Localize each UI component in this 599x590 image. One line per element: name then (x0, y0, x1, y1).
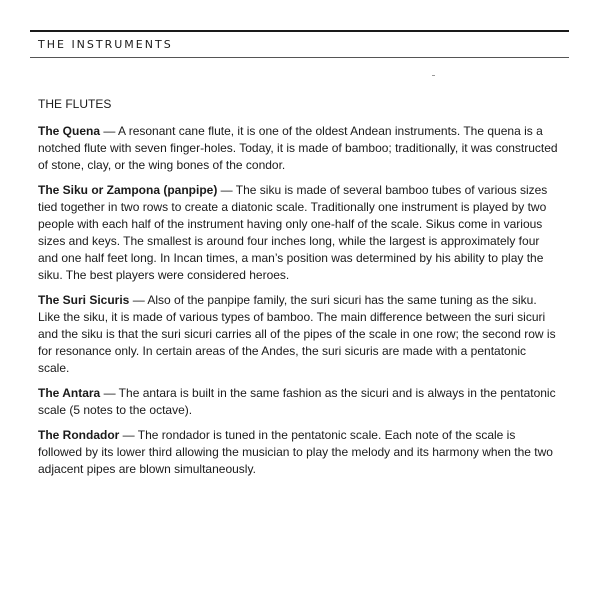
header-rule (30, 57, 569, 58)
entry-name: The Antara (38, 386, 101, 400)
entry-name: The Siku or Zampona (panpipe) (38, 183, 218, 197)
entry-antara (38, 385, 558, 419)
entry-siku (38, 182, 558, 284)
entry-text: — The rondador is tuned in the pentatonic scale. Each note of the scale is followed by its lower third allowing the musician to play the melody and its harmony when the two adjacent pipes are blown simultaneously. (38, 428, 553, 476)
entry-text: — The antara is built in the same fashion as the sicuri and is always in the pentatonic scale (5 notes to the octave). (38, 386, 556, 417)
entry-name: The Quena (38, 124, 101, 138)
section-title: THE FLUTES (38, 97, 112, 111)
entry-name: The Suri Sicuris (38, 293, 130, 307)
entry-rondador (38, 427, 558, 478)
entry-quena (38, 123, 558, 174)
entry-text: — The siku is made of several bamboo tubes of various sizes tied together in two rows to create a diatonic scale. Traditionally one instrument is played by two people with each half of the instrument having only one-half of the scale. Sikus come in various sizes and keys. The smallest is around four inches long, while the largest is approximately four and one half feet long. In Incan times, a man’s position was determined by his ability to play the siku. The best players were considered heroes. (38, 183, 548, 282)
entry-text: — Also of the panpipe family, the suri sicuri has the same tuning as the siku. Like the siku, it is made of various types of bamboo. The main difference between the suri sicuri and the siku is that the suri sicuri carries all of the pipes of the scale in one row; the second row is for resonance only. In certain areas of the Andes, the suri sicuris are made with a pentatonic scale. (38, 293, 556, 375)
entry-text: — A resonant cane flute, it is one of the oldest Andean instruments. The quena is a notched flute with seven finger-holes. Today, it is made of bamboo; traditionally, it was constructed of stone, clay, or the wing bones of the condor. (38, 124, 558, 172)
entry-name: The Rondador (38, 428, 120, 442)
top-rule (30, 30, 569, 32)
page-header-title: THE INSTRUMENTS (38, 38, 173, 51)
scan-speck (432, 75, 435, 76)
entry-suri-sicuris (38, 292, 558, 377)
document-body (38, 96, 558, 486)
